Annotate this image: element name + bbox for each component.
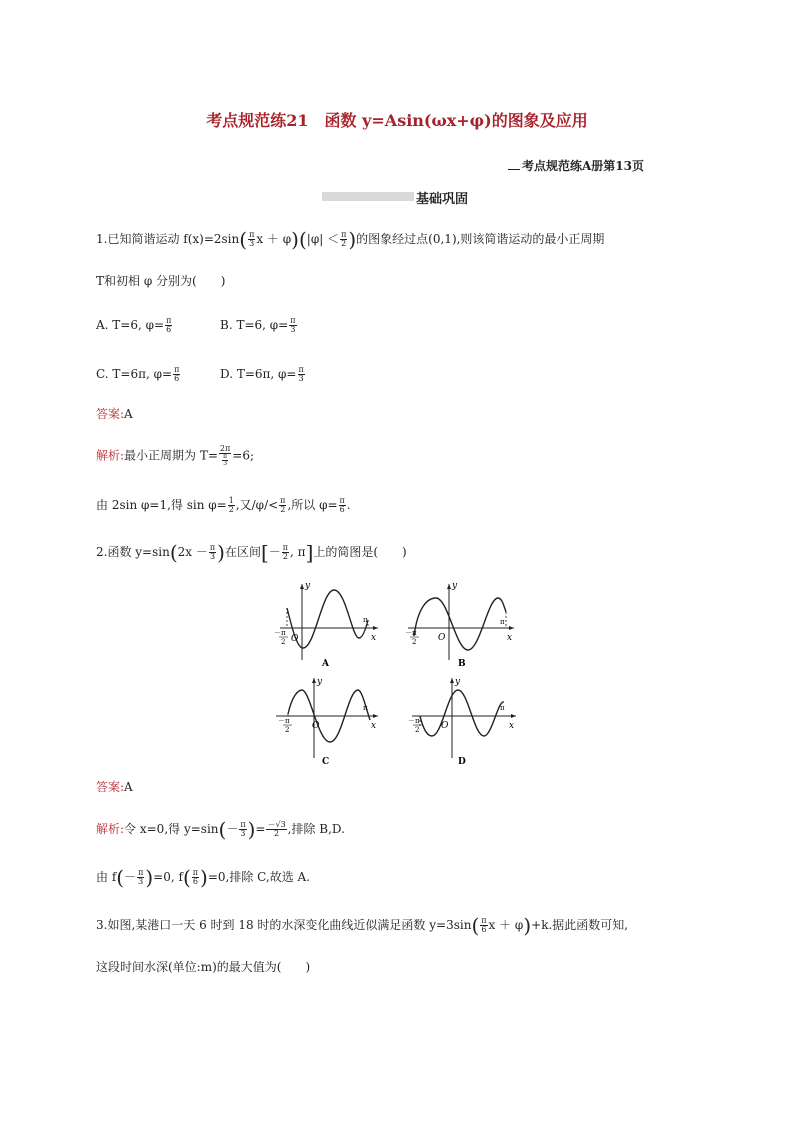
q1-stem-line2: T和初相 φ 分别为( )	[96, 274, 226, 288]
graph-b	[405, 581, 514, 669]
graph-d-origin: O	[441, 721, 449, 731]
q3-stem-line1: 3.如图,某港口一天 6 时到 18 时的水深变化曲线近似满足函数 y=3sin( $\frac{\pi}{6}$ x ＋ φ)+k.据此函数可知,	[96, 913, 629, 938]
q1-stem-line1: 1.已知简谐运动 f(x)=2sin( $\frac{\pi}{3}$ x ＋ φ)(|φ| ＜ $\frac{\pi}{2}$ )的图象经过点(0,1),则该简谐运动的最小正周期	[96, 227, 605, 252]
graph-a-x-label: x	[371, 633, 377, 643]
graph-c	[276, 677, 378, 767]
section-bar	[322, 192, 414, 201]
graph-d-x-label: x	[509, 721, 515, 731]
textbook-reference: 考点规范练A册第13页	[508, 157, 644, 174]
graph-a-neg-pi: －π	[274, 629, 286, 637]
graph-a-origin: O	[291, 634, 299, 644]
q1-option-b: B. T=6, φ= $\frac{\pi}{3}$	[220, 316, 296, 334]
q3-stem-line2: 这段时间水深(单位:m)的最大值为( )	[96, 960, 311, 974]
graph-d-pi: π	[500, 704, 505, 712]
graph-a-pi: π	[363, 616, 368, 624]
graph-b-y-label: y	[452, 581, 458, 591]
graph-c-two: 2	[285, 726, 290, 734]
q2-graphs	[270, 578, 530, 788]
graph-a-y-label: y	[305, 581, 311, 591]
graph-d-label: D	[458, 757, 466, 767]
graph-c-origin: O	[312, 721, 320, 731]
q1-analysis-line2: 由 2sin φ=1,得 sin φ= $\frac{1}{2}$ ,又/φ/< $\frac{\pi}{2}$ ,所以 φ= $\frac{\pi}{6}$ .	[96, 496, 351, 514]
graph-c-x-label: x	[371, 721, 377, 731]
graph-c-neg-pi: －π	[278, 717, 290, 725]
graph-b-x-label: x	[507, 633, 513, 643]
graph-d-y-label: y	[455, 677, 461, 687]
page-title: 考点规范练21 函数 y=Asin(ωx+φ)的图象及应用	[206, 111, 588, 130]
graph-d-two: 2	[415, 726, 420, 734]
q2-answer: 答案:A	[96, 780, 133, 794]
graph-b-label: B	[458, 659, 466, 669]
q2-analysis-line2: 由 f(－ $\frac{\pi}{3}$ )=0, f( $\frac{\pi}{6}$ )=0,排除 C,故选 A.	[96, 865, 311, 890]
graph-b-pi: π	[500, 618, 505, 626]
graph-c-label: C	[322, 757, 330, 767]
graph-a-label: A	[322, 659, 329, 669]
graph-c-y-label: y	[317, 677, 323, 687]
graph-c-pi: π	[363, 704, 368, 712]
graph-b-two: 2	[412, 638, 417, 646]
q1-option-d: D. T=6π, φ= $\frac{\pi}{3}$	[220, 365, 304, 383]
q1-option-c: C. T=6π, φ= $\frac{\pi}{6}$	[96, 365, 180, 383]
graph-b-origin: O	[438, 633, 446, 643]
graph-a-two: 2	[281, 638, 286, 646]
section-heading: 基础巩固	[416, 192, 469, 207]
graph-a	[274, 581, 378, 669]
graph-b-neg-pi: －π	[405, 629, 417, 637]
q1-answer: 答案:A	[96, 407, 133, 421]
graph-d-neg-pi: －π	[408, 717, 420, 725]
q2-stem: 2.函数 y=sin(2x － $\frac{\pi}{3}$ )在区间[－ $\frac{\pi}{2}$ , π]上的简图是( )	[96, 540, 407, 565]
q2-analysis: 解析:令 x=0,得 y=sin(－ $\frac{\pi}{3}$ )= $\frac{-√3}{2}$ ,排除 B,D.	[96, 817, 345, 842]
graph-d	[408, 677, 516, 767]
q1-analysis: 解析:最小正周期为 T= $\frac{2\pi}{\frac{\pi}{3}}$ =6;	[96, 444, 255, 467]
q1-option-a: A. T=6, φ= $\frac{\pi}{6}$	[96, 316, 172, 334]
